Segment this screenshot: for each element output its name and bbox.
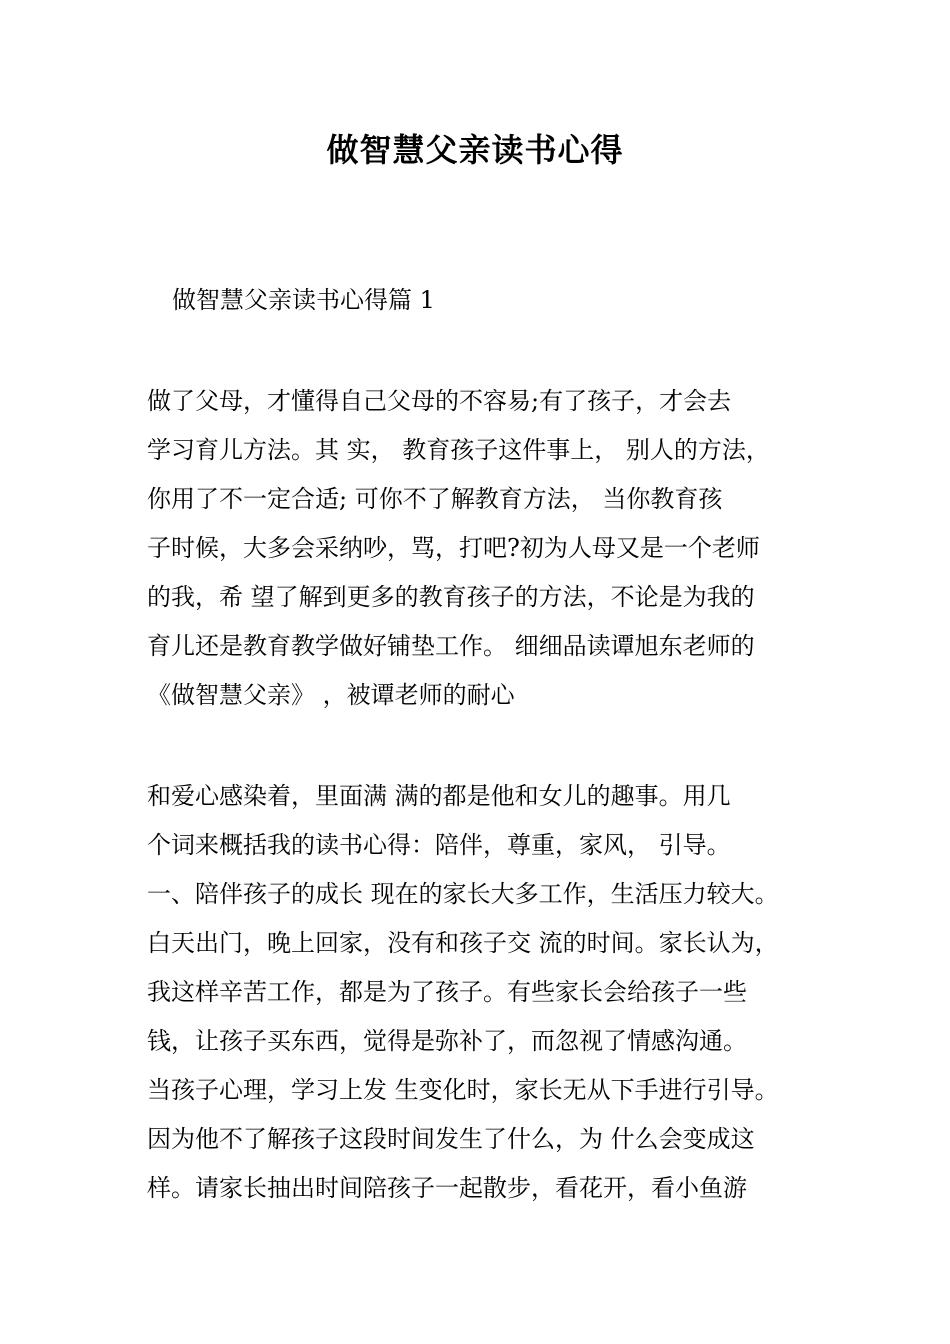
paragraph-2 (147, 772, 827, 1213)
paragraph-line: 的我，希 望了解到更多的教育孩子的方法，不论是为我的 (147, 583, 755, 611)
paragraph-line: 一、陪伴孩子的成长 现在的家长大多工作，生活压力较大。 (147, 880, 779, 908)
paragraph-line: 子时候，大多会采纳吵，骂，打吧?初为人母又是一个老师 (147, 534, 760, 562)
paragraph-line: 和爱心感染着，里面满 满的都是他和女儿的趣事。用几 (147, 782, 731, 810)
paragraph-1 (147, 377, 827, 720)
paragraph-line: 育儿还是教育教学做好铺垫工作。 细细品读谭旭东老师的 (147, 632, 755, 660)
paragraph-line: 钱，让孩子买东西，觉得是弥补了，而忽视了情感沟通。 (147, 1027, 747, 1055)
section-heading: 做智慧父亲读书心得篇 1 (172, 286, 435, 314)
document-title: 做智慧父亲读书心得 (326, 131, 624, 169)
paragraph-line: 我这样辛苦工作，都是为了孩子。有些家长会给孩子一些 (147, 978, 747, 1006)
paragraph-line: 白天出门，晚上回家，没有和孩子交 流的时间。家长认为， (147, 929, 779, 957)
paragraph-line: 学习育儿方法。其 实， 教育孩子这件事上， 别人的方法， (147, 436, 770, 464)
paragraph-line: 《做智慧父亲》 ，被谭老师的耐心 (147, 681, 515, 709)
paragraph-line: 个词来概括我的读书心得：陪伴，尊重，家风， 引导。 (147, 831, 731, 859)
paragraph-line: 当孩子心理，学习上发 生变化时，家长无从下手进行引导。 (147, 1076, 779, 1104)
paragraph-line: 你用了不一定合适; 可你不了解教育方法， 当你教育孩 (147, 485, 723, 513)
paragraph-line: 样。请家长抽出时间陪孩子一起散步，看花开，看小鱼游 (147, 1174, 747, 1202)
paragraph-line: 因为他不了解孩子这段时间发生了什么，为 什么会变成这 (147, 1125, 755, 1153)
paragraph-line: 做了父母，才懂得自己父母的不容易;有了孩子，才会去 (147, 387, 732, 415)
